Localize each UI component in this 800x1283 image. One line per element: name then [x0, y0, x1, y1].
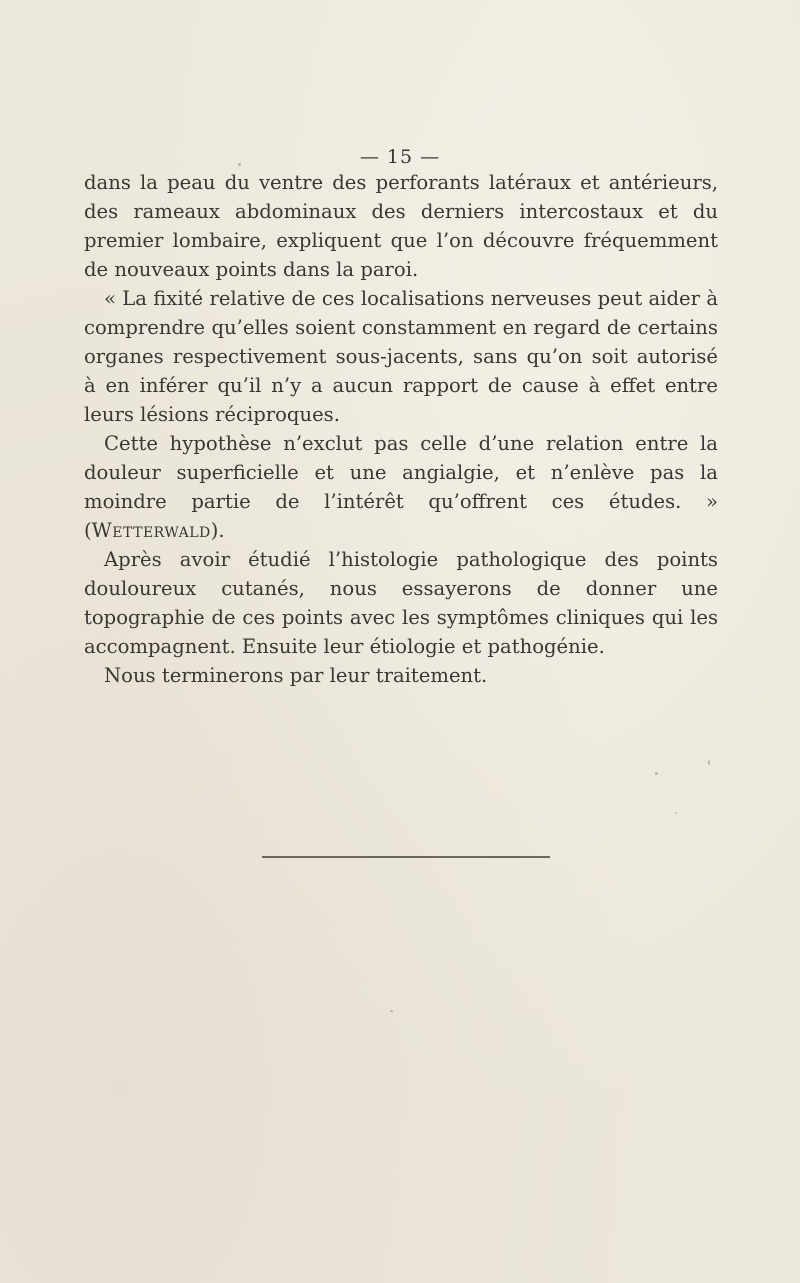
paper-speck: [675, 812, 677, 814]
paragraph-3-text: Cette hypothèse n’exclut pas celle d’une relation entre la douleur superficielle et une angialgie, et n’enlève pas la moindre partie de l’intérêt qu’offrent ces études. » (: [84, 432, 718, 542]
paragraph-5: Nous terminerons par leur traitement.: [104, 664, 488, 687]
paper-speck: [238, 163, 241, 166]
body-text: [84, 168, 718, 690]
paper-speck: [708, 760, 710, 765]
paragraph-3: [84, 429, 718, 545]
end-rule: [262, 856, 550, 858]
paragraph-4: Après avoir étudié l’histologie pathologique des points douloureux cutanés, nous essayerons de donner une topographie de ces points avec les symptômes cliniques qui les accompagnent. Ensuite leur étiologie et pathogénie.: [84, 548, 718, 658]
paragraph-3-end: ).: [210, 519, 225, 542]
page-number: — 15 —: [359, 146, 441, 168]
paper-speck: [390, 1010, 393, 1012]
paragraph-2: « La fixité relative de ces localisations nerveuses peut aider à comprendre qu’elles soient constamment en regard de certains organes respectivement sous-jacents, sans qu’on soit autorisé à en inférer qu’il n’y a aucun rapport de cause à effet entre leurs lésions réciproques.: [84, 287, 718, 426]
author-citation: Wetterwald: [91, 519, 211, 542]
paragraph-1: dans la peau du ventre des perforants latéraux et antérieurs, des rameaux abdominaux des derniers intercostaux et du premier lombaire, expliquent que l’on découvre fréquemment de nouveaux points dans la paroi.: [84, 171, 718, 281]
paper-speck: [655, 772, 658, 775]
